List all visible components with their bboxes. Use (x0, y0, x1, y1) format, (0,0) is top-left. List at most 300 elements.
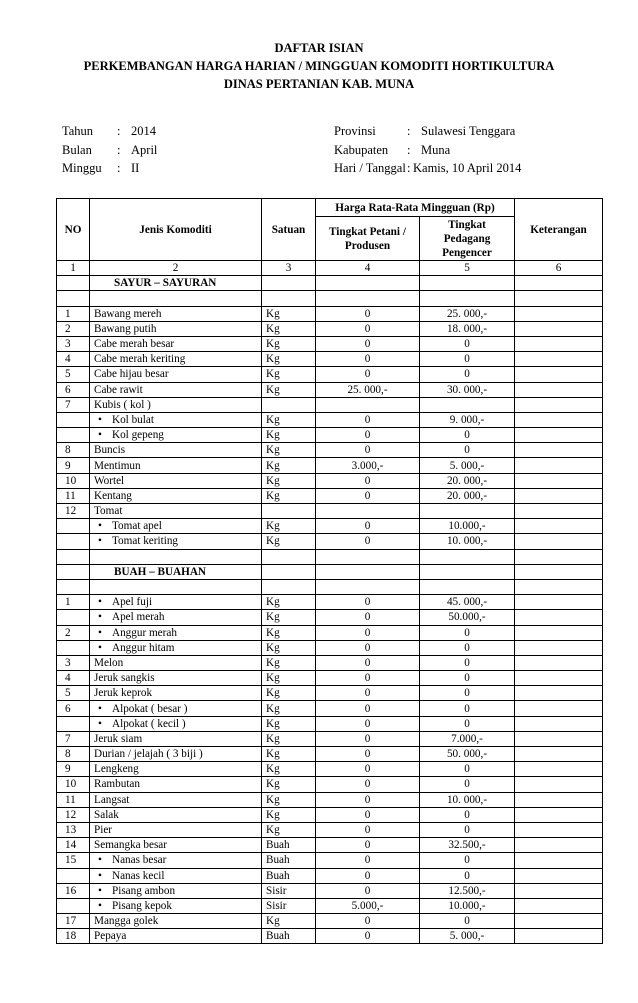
blank-row (57, 549, 603, 564)
cell-petani: 0 (316, 929, 420, 944)
cell-pedagang: 0 (420, 807, 515, 822)
table-row (57, 671, 603, 686)
cell-no: 8 (57, 443, 90, 458)
col-number: 5 (420, 261, 515, 276)
table-row (57, 321, 603, 336)
cell-satuan: Kg (262, 686, 316, 701)
cell-pedagang: 0 (420, 640, 515, 655)
cell-petani: 25. 000,- (316, 382, 420, 397)
meta-label: Provinsi (334, 124, 376, 138)
cell-no (57, 276, 90, 291)
blank-row (57, 291, 603, 306)
cell-pedagang: 0 (420, 762, 515, 777)
cell-no: 17 (57, 914, 90, 929)
cell-petani: 0 (316, 807, 420, 822)
table-row (57, 504, 603, 519)
cell-petani: 0 (316, 321, 420, 336)
cell-keterangan (515, 807, 603, 822)
table-row (57, 397, 603, 412)
cell-keterangan (515, 488, 603, 503)
cell-pedagang: 0 (420, 686, 515, 701)
cell-komoditi: Cabe merah besar (90, 336, 262, 351)
section-row (57, 564, 603, 579)
cell-komoditi: • Kol bulat (90, 412, 262, 427)
cell-no: 10 (57, 473, 90, 488)
section-row (57, 276, 603, 291)
cell-petani: 0 (316, 443, 420, 458)
cell-keterangan (515, 352, 603, 367)
doc-agency: DINAS PERTANIAN KAB. MUNA (223, 77, 415, 91)
bullet-icon: • (98, 535, 102, 548)
table-row (57, 883, 603, 898)
cell-pedagang: 10. 000,- (420, 792, 515, 807)
cell-komoditi: • Alpokat ( kecil ) (90, 716, 262, 731)
cell-pedagang: 0 (420, 367, 515, 382)
cell-no: 3 (57, 336, 90, 351)
cell-komoditi: • Alpokat ( besar ) (90, 701, 262, 716)
cell-petani: 0 (316, 306, 420, 321)
bullet-icon: • (98, 596, 102, 609)
cell-satuan: Kg (262, 367, 316, 382)
bullet-icon: • (98, 854, 102, 867)
doc-subtitle: PERKEMBANGAN HARGA HARIAN / MINGGUAN KOMODITI HORTIKULTURA (83, 59, 555, 73)
meta-label: Minggu (62, 161, 102, 175)
header-petani: Tingkat Petani / Produsen (316, 217, 420, 261)
table-row (57, 595, 603, 610)
meta-label: Hari / Tanggal (334, 161, 406, 175)
cell-petani: 0 (316, 336, 420, 351)
table-row (57, 762, 603, 777)
cell-keterangan (515, 686, 603, 701)
cell-komoditi: Tomat (90, 504, 262, 519)
cell-keterangan (515, 504, 603, 519)
cell-petani: 0 (316, 868, 420, 883)
cell-petani: 0 (316, 352, 420, 367)
cell-komoditi: Semangka besar (90, 838, 262, 853)
cell-komoditi: • Tomat apel (90, 519, 262, 534)
header-satuan: Satuan (262, 199, 316, 261)
cell-satuan: Sisir (262, 898, 316, 913)
table-row (57, 716, 603, 731)
cell-pedagang: 0 (420, 655, 515, 670)
cell-keterangan (515, 822, 603, 837)
cell-komoditi: Bawang putih (90, 321, 262, 336)
col-number: 3 (262, 261, 316, 276)
cell-satuan: Buah (262, 838, 316, 853)
cell-pedagang: 50. 000,- (420, 747, 515, 762)
cell-komoditi: Wortel (90, 473, 262, 488)
meta-value: 2014 (131, 124, 156, 138)
cell-petani: 0 (316, 534, 420, 549)
cell-komoditi: Cabe rawit (90, 382, 262, 397)
bullet-icon: • (98, 702, 102, 715)
cell-komoditi: Bawang mereh (90, 306, 262, 321)
cell-komoditi: Pepaya (90, 929, 262, 944)
table-row (57, 731, 603, 746)
cell-petani: 0 (316, 671, 420, 686)
bullet-icon: • (98, 520, 102, 533)
table-row (57, 412, 603, 427)
cell-komoditi: • Anggur merah (90, 625, 262, 640)
cell-petani: 0 (316, 625, 420, 640)
cell-satuan: Kg (262, 352, 316, 367)
cell-satuan: Buah (262, 929, 316, 944)
cell-pedagang: 0 (420, 443, 515, 458)
cell-no: 6 (57, 382, 90, 397)
cell-komoditi: Pier (90, 822, 262, 837)
cell-petani: 0 (316, 838, 420, 853)
cell-petani: 3.000,- (316, 458, 420, 473)
cell-keterangan (515, 519, 603, 534)
cell-keterangan (515, 382, 603, 397)
cell-no: 15 (57, 853, 90, 868)
cell-keterangan (515, 412, 603, 427)
meta-label: Tahun (62, 124, 94, 138)
cell-keterangan (515, 458, 603, 473)
cell-no: 7 (57, 397, 90, 412)
table-body (57, 276, 603, 944)
table-row (57, 458, 603, 473)
cell-pedagang: 0 (420, 716, 515, 731)
cell-pedagang: 0 (420, 625, 515, 640)
table-row (57, 929, 603, 944)
cell-keterangan (515, 428, 603, 443)
section-title: BUAH – BUAHAN (90, 564, 262, 579)
cell-pedagang: 30. 000,- (420, 382, 515, 397)
bullet-icon: • (98, 641, 102, 654)
header-no: NO (57, 199, 90, 261)
cell-komoditi: Rambutan (90, 777, 262, 792)
cell-keterangan (515, 640, 603, 655)
blank-row (57, 579, 603, 594)
cell-no (57, 898, 90, 913)
cell-pedagang: 10. 000,- (420, 534, 515, 549)
cell-komoditi: Durian / jelajah ( 3 biji ) (90, 747, 262, 762)
header-pedagang: Tingkat Pedagang Pengencer (420, 217, 515, 261)
meta-value: Sulawesi Tenggara (421, 124, 516, 138)
cell-petani: 0 (316, 792, 420, 807)
cell-pedagang: 9. 000,- (420, 412, 515, 427)
cell-pedagang: 32.500,- (420, 838, 515, 853)
cell-pedagang: 20. 000,- (420, 473, 515, 488)
cell-komoditi: Buncis (90, 443, 262, 458)
cell-keterangan (515, 321, 603, 336)
cell-satuan (262, 397, 316, 412)
cell-no (57, 519, 90, 534)
table-row (57, 306, 603, 321)
cell-keterangan (515, 306, 603, 321)
table-row (57, 868, 603, 883)
cell-petani: 0 (316, 610, 420, 625)
cell-keterangan (515, 853, 603, 868)
table-row (57, 853, 603, 868)
cell-no: 11 (57, 792, 90, 807)
meta-value: Kamis, 10 April 2014 (413, 161, 522, 175)
cell-no (57, 564, 90, 579)
cell-komoditi: Mentimun (90, 458, 262, 473)
cell-keterangan (515, 929, 603, 944)
cell-satuan: Kg (262, 625, 316, 640)
cell-satuan: Kg (262, 822, 316, 837)
cell-petani: 0 (316, 595, 420, 610)
cell-no (57, 868, 90, 883)
cell-petani: 0 (316, 686, 420, 701)
cell-komoditi: • Apel merah (90, 610, 262, 625)
cell-pedagang: 0 (420, 777, 515, 792)
table-row (57, 777, 603, 792)
cell-komoditi: Jeruk keprok (90, 686, 262, 701)
table-row (57, 640, 603, 655)
cell-no: 5 (57, 367, 90, 382)
cell-petani: 0 (316, 488, 420, 503)
cell-satuan: Kg (262, 807, 316, 822)
cell-satuan: Kg (262, 321, 316, 336)
col-number: 1 (57, 261, 90, 276)
cell-no: 5 (57, 686, 90, 701)
cell-keterangan (515, 838, 603, 853)
cell-no: 3 (57, 655, 90, 670)
cell-keterangan (515, 473, 603, 488)
cell-satuan: Kg (262, 443, 316, 458)
cell-satuan (262, 504, 316, 519)
cell-satuan: Kg (262, 701, 316, 716)
meta-right: Provinsi : Sulawesi Tenggara Kabupaten : Muna Hari / Tanggal : Kamis, 10 April 2014 (334, 122, 521, 178)
cell-satuan: Kg (262, 488, 316, 503)
cell-komoditi: Jeruk siam (90, 731, 262, 746)
column-number-row (57, 261, 603, 276)
cell-keterangan (515, 397, 603, 412)
cell-komoditi: • Tomat keriting (90, 534, 262, 549)
cell-keterangan (515, 868, 603, 883)
cell-pedagang: 0 (420, 671, 515, 686)
section-title: SAYUR – SAYURAN (90, 276, 262, 291)
cell-no: 4 (57, 352, 90, 367)
cell-komoditi: • Anggur hitam (90, 640, 262, 655)
cell-komoditi: Jeruk sangkis (90, 671, 262, 686)
cell-keterangan (515, 625, 603, 640)
cell-satuan: Sisir (262, 883, 316, 898)
cell-keterangan (515, 671, 603, 686)
cell-komoditi: Salak (90, 807, 262, 822)
bullet-icon: • (98, 611, 102, 624)
table-row (57, 655, 603, 670)
cell-no: 7 (57, 731, 90, 746)
cell-no (57, 428, 90, 443)
cell-pedagang: 0 (420, 868, 515, 883)
cell-pedagang: 10.000,- (420, 898, 515, 913)
cell-satuan: Kg (262, 716, 316, 731)
meta-value: April (131, 142, 158, 157)
cell-satuan: Kg (262, 731, 316, 746)
cell-pedagang: 18. 000,- (420, 321, 515, 336)
bullet-icon: • (98, 429, 102, 442)
cell-pedagang: 0 (420, 336, 515, 351)
cell-satuan: Kg (262, 595, 316, 610)
cell-no (57, 716, 90, 731)
cell-pedagang: 45. 000,- (420, 595, 515, 610)
cell-satuan: Buah (262, 868, 316, 883)
cell-petani: 0 (316, 640, 420, 655)
cell-no: 18 (57, 929, 90, 944)
cell-no: 8 (57, 747, 90, 762)
cell-satuan: Kg (262, 336, 316, 351)
cell-no (57, 534, 90, 549)
cell-no: 12 (57, 807, 90, 822)
table-row (57, 352, 603, 367)
cell-satuan: Kg (262, 610, 316, 625)
table-row (57, 822, 603, 837)
cell-pedagang: 0 (420, 822, 515, 837)
cell-petani: 0 (316, 731, 420, 746)
cell-satuan: Kg (262, 458, 316, 473)
table-row (57, 473, 603, 488)
cell-petani: 0 (316, 777, 420, 792)
table-row (57, 914, 603, 929)
cell-petani: 0 (316, 853, 420, 868)
cell-no: 14 (57, 838, 90, 853)
cell-no (57, 412, 90, 427)
cell-satuan: Kg (262, 640, 316, 655)
cell-keterangan (515, 595, 603, 610)
cell-petani: 0 (316, 883, 420, 898)
col-number: 6 (515, 261, 603, 276)
cell-no: 2 (57, 625, 90, 640)
doc-title: DAFTAR ISIAN (274, 41, 364, 55)
table-row (57, 792, 603, 807)
cell-komoditi: Cabe hijau besar (90, 367, 262, 382)
meta-label: Bulan (62, 142, 92, 157)
cell-no: 6 (57, 701, 90, 716)
cell-komoditi: Mangga golek (90, 914, 262, 929)
table-row (57, 838, 603, 853)
col-number: 4 (316, 261, 420, 276)
cell-pedagang: 7.000,- (420, 731, 515, 746)
cell-pedagang (420, 504, 515, 519)
table-row (57, 367, 603, 382)
bullet-icon: • (98, 717, 102, 730)
cell-komoditi: Melon (90, 655, 262, 670)
cell-keterangan (515, 534, 603, 549)
cell-no: 16 (57, 883, 90, 898)
cell-petani: 5.000,- (316, 898, 420, 913)
cell-satuan: Kg (262, 655, 316, 670)
cell-no (57, 640, 90, 655)
cell-petani: 0 (316, 428, 420, 443)
cell-satuan: Buah (262, 853, 316, 868)
bullet-icon: • (98, 626, 102, 639)
cell-no: 2 (57, 321, 90, 336)
cell-no: 4 (57, 671, 90, 686)
cell-komoditi: Langsat (90, 792, 262, 807)
table-row (57, 428, 603, 443)
cell-pedagang: 0 (420, 352, 515, 367)
cell-komoditi: Cabe merah keriting (90, 352, 262, 367)
cell-satuan: Kg (262, 671, 316, 686)
bullet-icon: • (98, 413, 102, 426)
cell-petani: 0 (316, 762, 420, 777)
bullet-icon: • (98, 884, 102, 897)
cell-keterangan (515, 716, 603, 731)
bullet-icon: • (98, 899, 102, 912)
cell-satuan: Kg (262, 762, 316, 777)
cell-pedagang: 0 (420, 428, 515, 443)
cell-pedagang: 25. 000,- (420, 306, 515, 321)
cell-pedagang (420, 397, 515, 412)
cell-keterangan (515, 747, 603, 762)
cell-keterangan (515, 336, 603, 351)
meta-value: II (131, 161, 140, 175)
cell-keterangan (515, 883, 603, 898)
table-row (57, 701, 603, 716)
cell-no: 9 (57, 458, 90, 473)
meta-value: Muna (421, 142, 451, 157)
cell-satuan: Kg (262, 747, 316, 762)
cell-satuan: Kg (262, 777, 316, 792)
cell-keterangan (515, 655, 603, 670)
cell-petani: 0 (316, 914, 420, 929)
table-row (57, 519, 603, 534)
meta-label: Kabupaten (334, 142, 389, 157)
cell-komoditi: • Apel fuji (90, 595, 262, 610)
cell-pedagang: 0 (420, 914, 515, 929)
cell-keterangan (515, 777, 603, 792)
cell-pedagang: 0 (420, 701, 515, 716)
cell-satuan: Kg (262, 519, 316, 534)
cell-no: 11 (57, 488, 90, 503)
table-row (57, 686, 603, 701)
cell-komoditi: • Kol gepeng (90, 428, 262, 443)
cell-no (57, 610, 90, 625)
cell-keterangan (515, 610, 603, 625)
table-row (57, 610, 603, 625)
header-keterangan: Keterangan (515, 199, 603, 261)
cell-pedagang: 5. 000,- (420, 458, 515, 473)
cell-komoditi: • Nanas kecil (90, 868, 262, 883)
cell-keterangan (515, 792, 603, 807)
cell-keterangan (515, 701, 603, 716)
cell-keterangan (515, 762, 603, 777)
cell-satuan: Kg (262, 792, 316, 807)
header-harga-group: Harga Rata-Rata Mingguan (Rp) (316, 199, 515, 217)
table-row (57, 336, 603, 351)
cell-no: 10 (57, 777, 90, 792)
cell-pedagang: 20. 000,- (420, 488, 515, 503)
cell-pedagang: 0 (420, 853, 515, 868)
table-row (57, 488, 603, 503)
cell-komoditi: • Pisang ambon (90, 883, 262, 898)
cell-pedagang: 10.000,- (420, 519, 515, 534)
cell-komoditi: Kubis ( kol ) (90, 397, 262, 412)
cell-komoditi: Lengkeng (90, 762, 262, 777)
cell-no: 13 (57, 822, 90, 837)
cell-satuan: Kg (262, 382, 316, 397)
cell-petani: 0 (316, 747, 420, 762)
cell-no: 9 (57, 762, 90, 777)
meta-left: Tahun : 2014 Bulan : April Minggu : II (62, 122, 157, 178)
table-row (57, 534, 603, 549)
cell-keterangan (515, 914, 603, 929)
cell-pedagang: 5. 000,- (420, 929, 515, 944)
cell-satuan: Kg (262, 306, 316, 321)
table-row (57, 625, 603, 640)
cell-keterangan (515, 367, 603, 382)
cell-petani: 0 (316, 412, 420, 427)
cell-satuan: Kg (262, 534, 316, 549)
cell-keterangan (515, 898, 603, 913)
cell-komoditi: • Nanas besar (90, 853, 262, 868)
cell-satuan: Kg (262, 428, 316, 443)
cell-komoditi: Kentang (90, 488, 262, 503)
